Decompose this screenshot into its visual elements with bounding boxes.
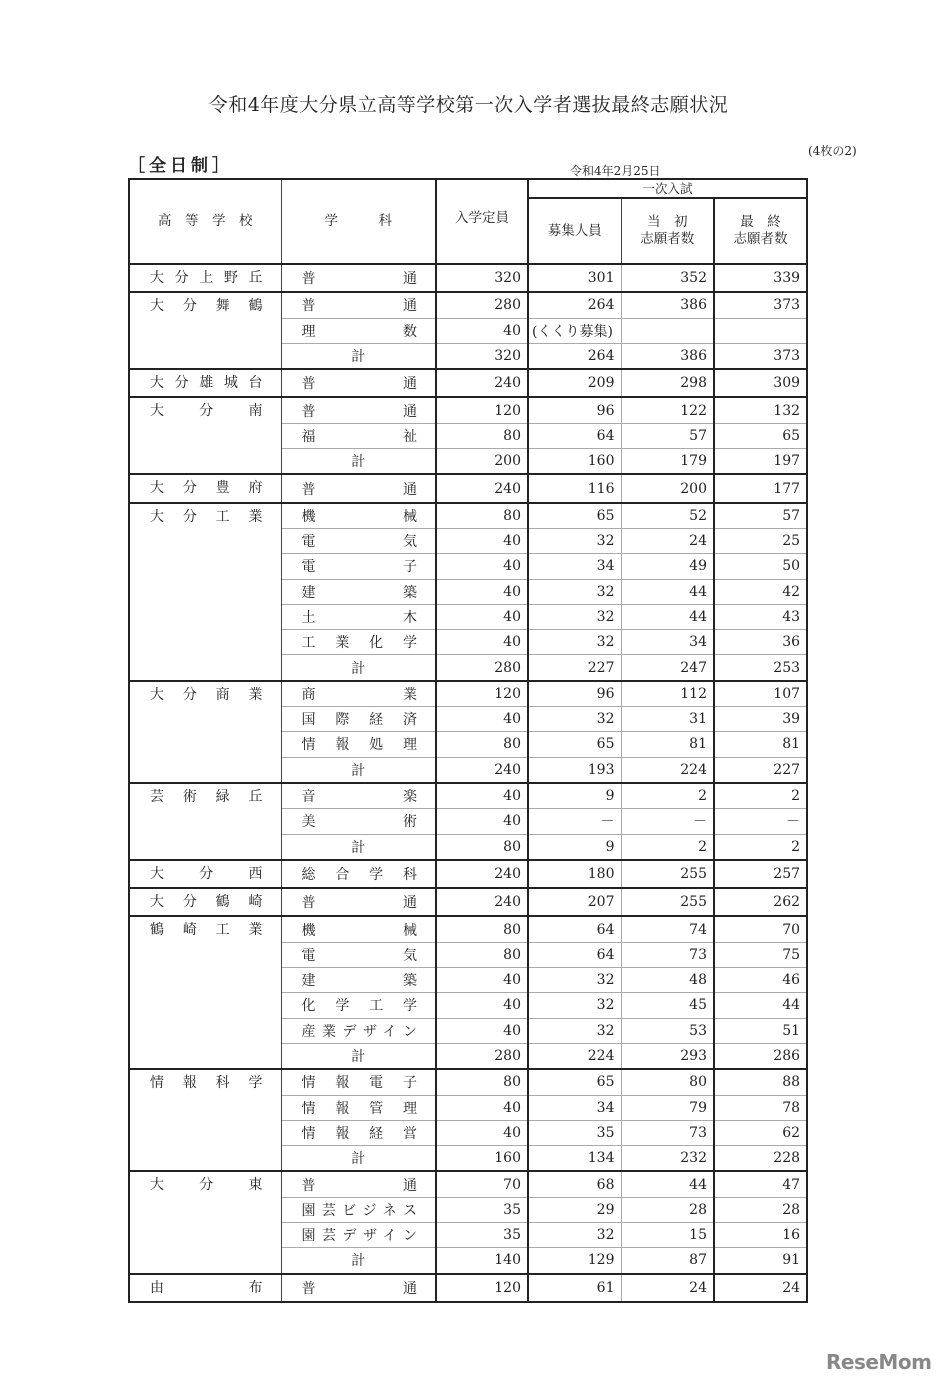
table-row xyxy=(129,860,807,888)
initial-applicants-cell: 112 xyxy=(621,681,714,707)
initial-applicants-cell: 73 xyxy=(621,942,714,967)
final-applicants-cell: 339 xyxy=(714,264,807,292)
capacity-cell: 40 xyxy=(436,554,528,579)
subtotal-label: 計 xyxy=(281,1043,436,1069)
department-name: 土木 xyxy=(281,604,436,629)
recruit-cell: 32 xyxy=(528,707,621,732)
table-row xyxy=(129,1171,807,1197)
final-applicants-cell: 132 xyxy=(714,397,807,423)
school-name: 大分工業 xyxy=(129,503,281,681)
department-name: 普通 xyxy=(281,397,436,423)
subtotal-recruit: 224 xyxy=(528,1043,621,1069)
initial-applicants-cell: 79 xyxy=(621,1095,714,1120)
capacity-cell: 70 xyxy=(436,1171,528,1197)
capacity-cell: 40 xyxy=(436,1018,528,1043)
final-applicants-cell: 373 xyxy=(714,292,807,318)
department-name: 福祉 xyxy=(281,423,436,448)
capacity-cell: 80 xyxy=(436,503,528,529)
final-applicants-cell: 57 xyxy=(714,503,807,529)
final-applicants-cell: 70 xyxy=(714,916,807,942)
department-name: 園芸ビジネス xyxy=(281,1197,436,1222)
initial-applicants-cell: 28 xyxy=(621,1197,714,1222)
subtotal-initial: 247 xyxy=(621,655,714,681)
section-label: ［全日制］ xyxy=(128,156,233,176)
final-applicants-cell: 257 xyxy=(714,860,807,888)
recruit-cell: 65 xyxy=(528,503,621,529)
recruit-cell: 32 xyxy=(528,968,621,993)
recruit-cell: 96 xyxy=(528,397,621,423)
department-name: 産業デザイン xyxy=(281,1018,436,1043)
capacity-cell: 40 xyxy=(436,707,528,732)
recruit-cell: 68 xyxy=(528,1171,621,1197)
capacity-cell: 40 xyxy=(436,993,528,1018)
capacity-cell: 120 xyxy=(436,681,528,707)
final-applicants-cell: 78 xyxy=(714,1095,807,1120)
recruit-cell: 9 xyxy=(528,783,621,809)
recruit-cell: 61 xyxy=(528,1274,621,1302)
school-name: 鶴崎工業 xyxy=(129,916,281,1069)
subtotal-capacity: 200 xyxy=(436,449,528,475)
school-name: 大分西 xyxy=(129,860,281,888)
report-date: 令和4年2月25日 xyxy=(570,164,661,178)
subtotal-initial: 224 xyxy=(621,757,714,783)
subtotal-capacity: 80 xyxy=(436,834,528,860)
final-applicants-cell: 262 xyxy=(714,888,807,916)
header-final xyxy=(714,198,807,264)
final-applicants-cell: 50 xyxy=(714,554,807,579)
final-applicants-cell: 81 xyxy=(714,732,807,757)
department-name: 情報管理 xyxy=(281,1095,436,1120)
department-name: 園芸デザイン xyxy=(281,1222,436,1247)
table-row xyxy=(129,369,807,397)
subtotal-initial: 179 xyxy=(621,449,714,475)
school-name: 大分雄城台 xyxy=(129,369,281,397)
department-name: 情報電子 xyxy=(281,1069,436,1095)
subtotal-initial: 386 xyxy=(621,343,714,369)
subtotal-initial: 293 xyxy=(621,1043,714,1069)
department-name: 電子 xyxy=(281,554,436,579)
department-name: 普通 xyxy=(281,264,436,292)
school-name: 大分商業 xyxy=(129,681,281,783)
department-name: 機械 xyxy=(281,916,436,942)
capacity-cell: 40 xyxy=(436,968,528,993)
subtotal-label: 計 xyxy=(281,1248,436,1274)
school-name: 大分上野丘 xyxy=(129,264,281,292)
capacity-cell: 40 xyxy=(436,783,528,809)
initial-applicants-cell: 57 xyxy=(621,423,714,448)
subtotal-capacity: 140 xyxy=(436,1248,528,1274)
final-applicants-cell: 24 xyxy=(714,1274,807,1302)
initial-applicants-cell: 49 xyxy=(621,554,714,579)
school-name: 由布 xyxy=(129,1274,281,1302)
initial-applicants-cell xyxy=(621,318,714,343)
department-name: 普通 xyxy=(281,474,436,502)
department-name: 普通 xyxy=(281,292,436,318)
department-name: 美術 xyxy=(281,809,436,834)
recruit-cell: 32 xyxy=(528,579,621,604)
table-row xyxy=(129,264,807,292)
final-applicants-cell: 2 xyxy=(714,783,807,809)
table-row xyxy=(129,783,807,809)
capacity-cell: 280 xyxy=(436,292,528,318)
table-row xyxy=(129,888,807,916)
subtotal-final: 253 xyxy=(714,655,807,681)
final-applicants-cell: 51 xyxy=(714,1018,807,1043)
capacity-cell: 40 xyxy=(436,528,528,553)
table-row xyxy=(129,503,807,529)
final-applicants-cell: 65 xyxy=(714,423,807,448)
recruit-cell: 35 xyxy=(528,1120,621,1145)
subtotal-capacity: 280 xyxy=(436,1043,528,1069)
table-row xyxy=(129,397,807,423)
applications-table xyxy=(128,178,808,1303)
initial-applicants-cell: 255 xyxy=(621,888,714,916)
recruit-cell: 207 xyxy=(528,888,621,916)
department-name: 情報処理 xyxy=(281,732,436,757)
header-capacity: 入学定員 xyxy=(436,179,528,264)
department-name: 普通 xyxy=(281,1171,436,1197)
initial-applicants-cell: 48 xyxy=(621,968,714,993)
recruit-cell: 209 xyxy=(528,369,621,397)
recruit-cell: 32 xyxy=(528,528,621,553)
initial-applicants-cell: 34 xyxy=(621,630,714,655)
initial-applicants-cell: － xyxy=(621,809,714,834)
department-name: 商業 xyxy=(281,681,436,707)
department-name: 普通 xyxy=(281,888,436,916)
recruit-cell: 32 xyxy=(528,604,621,629)
subtotal-final: 91 xyxy=(714,1248,807,1274)
capacity-cell: 40 xyxy=(436,318,528,343)
recruit-cell: 116 xyxy=(528,474,621,502)
subtotal-label: 計 xyxy=(281,834,436,860)
capacity-cell: 80 xyxy=(436,916,528,942)
subtotal-final: 286 xyxy=(714,1043,807,1069)
subtotal-final: 373 xyxy=(714,343,807,369)
header-initial-line1: 当 初 xyxy=(647,214,688,230)
department-name: 国際経済 xyxy=(281,707,436,732)
capacity-cell: 35 xyxy=(436,1197,528,1222)
initial-applicants-cell: 44 xyxy=(621,579,714,604)
subtotal-label: 計 xyxy=(281,757,436,783)
department-name: 工業化学 xyxy=(281,630,436,655)
department-name: 電気 xyxy=(281,942,436,967)
table-row xyxy=(129,1069,807,1095)
school-name: 大分南 xyxy=(129,397,281,474)
page-number: (4枚の2) xyxy=(808,144,857,158)
header-final-line1: 最 終 xyxy=(740,214,781,230)
initial-applicants-cell: 24 xyxy=(621,1274,714,1302)
subtotal-recruit: 160 xyxy=(528,449,621,475)
recruit-cell: 65 xyxy=(528,1069,621,1095)
recruit-cell: 32 xyxy=(528,630,621,655)
recruit-cell: (くくり募集) xyxy=(528,318,621,343)
school-name: 情報科学 xyxy=(129,1069,281,1171)
capacity-cell: 80 xyxy=(436,732,528,757)
capacity-cell: 80 xyxy=(436,942,528,967)
recruit-cell: 34 xyxy=(528,554,621,579)
capacity-cell: 40 xyxy=(436,1095,528,1120)
subtotal-initial: 87 xyxy=(621,1248,714,1274)
final-applicants-cell: 28 xyxy=(714,1197,807,1222)
initial-applicants-cell: 52 xyxy=(621,503,714,529)
subtotal-initial: 2 xyxy=(621,834,714,860)
recruit-cell: 32 xyxy=(528,1222,621,1247)
header-recruit: 募集人員 xyxy=(528,198,621,264)
final-applicants-cell: 309 xyxy=(714,369,807,397)
subtotal-capacity: 160 xyxy=(436,1146,528,1172)
header-final-line2: 志願者数 xyxy=(733,231,788,247)
table-row xyxy=(129,474,807,502)
initial-applicants-cell: 386 xyxy=(621,292,714,318)
recruit-cell: 180 xyxy=(528,860,621,888)
department-name: 理数 xyxy=(281,318,436,343)
header-dept: 学 科 xyxy=(281,179,436,264)
final-applicants-cell: 25 xyxy=(714,528,807,553)
recruit-cell: 34 xyxy=(528,1095,621,1120)
capacity-cell: 240 xyxy=(436,369,528,397)
initial-applicants-cell: 24 xyxy=(621,528,714,553)
capacity-cell: 320 xyxy=(436,264,528,292)
capacity-cell: 40 xyxy=(436,809,528,834)
subtotal-recruit: 129 xyxy=(528,1248,621,1274)
final-applicants-cell: － xyxy=(714,809,807,834)
initial-applicants-cell: 2 xyxy=(621,783,714,809)
final-applicants-cell: 177 xyxy=(714,474,807,502)
initial-applicants-cell: 352 xyxy=(621,264,714,292)
recruit-cell: 65 xyxy=(528,732,621,757)
header-initial xyxy=(621,198,714,264)
school-name: 芸術緑丘 xyxy=(129,783,281,860)
subtotal-label: 計 xyxy=(281,1146,436,1172)
capacity-cell: 35 xyxy=(436,1222,528,1247)
recruit-cell: 301 xyxy=(528,264,621,292)
capacity-cell: 120 xyxy=(436,397,528,423)
department-name: 建築 xyxy=(281,968,436,993)
subtotal-recruit: 9 xyxy=(528,834,621,860)
final-applicants-cell: 47 xyxy=(714,1171,807,1197)
school-name: 大分鶴崎 xyxy=(129,888,281,916)
department-name: 化学工学 xyxy=(281,993,436,1018)
initial-applicants-cell: 45 xyxy=(621,993,714,1018)
final-applicants-cell: 44 xyxy=(714,993,807,1018)
table-row xyxy=(129,1274,807,1302)
table-row xyxy=(129,916,807,942)
recruit-cell: 264 xyxy=(528,292,621,318)
recruit-cell: 32 xyxy=(528,1018,621,1043)
recruit-cell: 64 xyxy=(528,942,621,967)
subtotal-label: 計 xyxy=(281,343,436,369)
final-applicants-cell: 107 xyxy=(714,681,807,707)
recruit-cell: 29 xyxy=(528,1197,621,1222)
department-name: 情報経営 xyxy=(281,1120,436,1145)
department-name: 普通 xyxy=(281,369,436,397)
subtotal-initial: 232 xyxy=(621,1146,714,1172)
recruit-cell: 96 xyxy=(528,681,621,707)
initial-applicants-cell: 81 xyxy=(621,732,714,757)
subtotal-recruit: 264 xyxy=(528,343,621,369)
final-applicants-cell: 42 xyxy=(714,579,807,604)
school-name: 大分舞鶴 xyxy=(129,292,281,369)
header-school: 高 等 学 校 xyxy=(129,179,281,264)
initial-applicants-cell: 31 xyxy=(621,707,714,732)
initial-applicants-cell: 122 xyxy=(621,397,714,423)
department-name: 建築 xyxy=(281,579,436,604)
initial-applicants-cell: 74 xyxy=(621,916,714,942)
capacity-cell: 40 xyxy=(436,630,528,655)
subtotal-final: 197 xyxy=(714,449,807,475)
final-applicants-cell: 62 xyxy=(714,1120,807,1145)
capacity-cell: 40 xyxy=(436,1120,528,1145)
header-initial-line2: 志願者数 xyxy=(640,231,695,247)
initial-applicants-cell: 15 xyxy=(621,1222,714,1247)
school-name: 大分東 xyxy=(129,1171,281,1273)
table-row xyxy=(129,292,807,318)
subtotal-recruit: 193 xyxy=(528,757,621,783)
subtotal-capacity: 280 xyxy=(436,655,528,681)
initial-applicants-cell: 298 xyxy=(621,369,714,397)
recruit-cell: 64 xyxy=(528,423,621,448)
department-name: 電気 xyxy=(281,528,436,553)
final-applicants-cell: 43 xyxy=(714,604,807,629)
subtotal-final: 228 xyxy=(714,1146,807,1172)
final-applicants-cell xyxy=(714,318,807,343)
department-name: 普通 xyxy=(281,1274,436,1302)
document-title: 令和4年度大分県立高等学校第一次入学者選抜最終志願状況 xyxy=(208,94,729,116)
subtotal-label: 計 xyxy=(281,655,436,681)
recruit-cell: 32 xyxy=(528,993,621,1018)
final-applicants-cell: 75 xyxy=(714,942,807,967)
initial-applicants-cell: 200 xyxy=(621,474,714,502)
school-name: 大分豊府 xyxy=(129,474,281,502)
capacity-cell: 80 xyxy=(436,423,528,448)
final-applicants-cell: 39 xyxy=(714,707,807,732)
capacity-cell: 240 xyxy=(436,474,528,502)
subtotal-recruit: 134 xyxy=(528,1146,621,1172)
recruit-cell: 64 xyxy=(528,916,621,942)
subtotal-capacity: 320 xyxy=(436,343,528,369)
subtotal-capacity: 240 xyxy=(436,757,528,783)
header-first-exam: 一次入試 xyxy=(528,179,807,198)
initial-applicants-cell: 53 xyxy=(621,1018,714,1043)
final-applicants-cell: 46 xyxy=(714,968,807,993)
department-name: 音楽 xyxy=(281,783,436,809)
subtotal-final: 2 xyxy=(714,834,807,860)
capacity-cell: 40 xyxy=(436,604,528,629)
initial-applicants-cell: 44 xyxy=(621,604,714,629)
table-row xyxy=(129,681,807,707)
final-applicants-cell: 36 xyxy=(714,630,807,655)
initial-applicants-cell: 80 xyxy=(621,1069,714,1095)
initial-applicants-cell: 255 xyxy=(621,860,714,888)
department-name: 機械 xyxy=(281,503,436,529)
final-applicants-cell: 16 xyxy=(714,1222,807,1247)
subtotal-label: 計 xyxy=(281,449,436,475)
capacity-cell: 80 xyxy=(436,1069,528,1095)
initial-applicants-cell: 73 xyxy=(621,1120,714,1145)
capacity-cell: 240 xyxy=(436,860,528,888)
initial-applicants-cell: 44 xyxy=(621,1171,714,1197)
recruit-cell: － xyxy=(528,809,621,834)
capacity-cell: 40 xyxy=(436,579,528,604)
capacity-cell: 240 xyxy=(436,888,528,916)
capacity-cell: 120 xyxy=(436,1274,528,1302)
resemom-watermark-logo: ReseMom xyxy=(826,1350,932,1374)
subtotal-recruit: 227 xyxy=(528,655,621,681)
final-applicants-cell: 88 xyxy=(714,1069,807,1095)
department-name: 総合学科 xyxy=(281,860,436,888)
subtotal-final: 227 xyxy=(714,757,807,783)
